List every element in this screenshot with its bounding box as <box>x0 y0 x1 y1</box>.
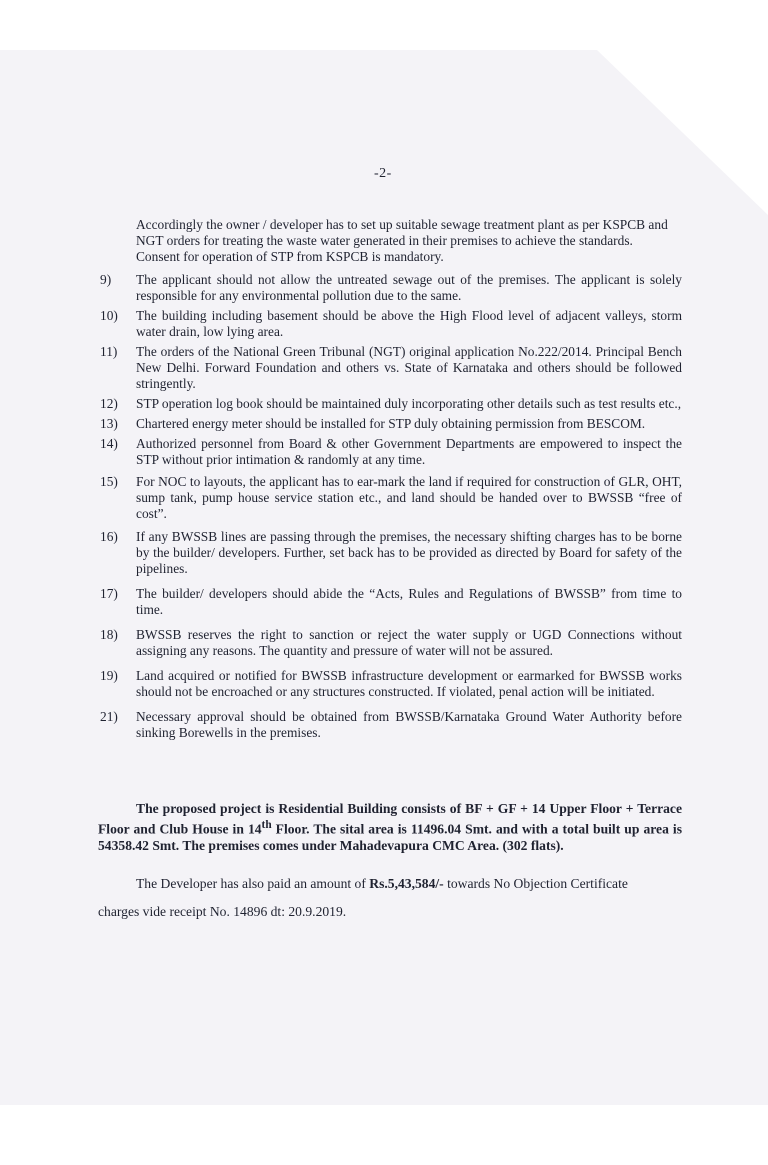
condition-item <box>100 668 682 700</box>
condition-number: 11) <box>100 344 118 359</box>
condition-text: The building including basement should be above the High Flood level of adjacent valleys, storm water drain, low lying area. <box>136 308 682 339</box>
conditions-list <box>100 272 682 741</box>
payment-line <box>136 876 684 892</box>
condition-number: 10) <box>100 308 118 323</box>
condition-text: Necessary approval should be obtained from BWSSB/Karnataka Ground Water Authority before sinking Borewells in the premises. <box>136 709 682 740</box>
condition-text: The builder/ developers should abide the “Acts, Rules and Regulations of BWSSB” from time to time. <box>136 586 682 617</box>
condition-item <box>100 272 682 304</box>
condition-number: 17) <box>100 586 118 601</box>
payment-amount: Rs.5,43,584/- <box>369 876 444 891</box>
condition-text: The applicant should not allow the untreated sewage out of the premises. The applicant is solely responsible for any environmental pollution due to the same. <box>136 272 682 303</box>
condition-item <box>100 709 682 741</box>
page-number: -2- <box>374 166 392 181</box>
condition-number: 16) <box>100 529 118 544</box>
project-text-part1: The proposed project is Residential Building consists of BF + GF + 14 Upper Floor + Terrace Floor and Club House in 14 <box>98 801 682 837</box>
payment-suffix: towards No Objection Certificate <box>443 876 628 891</box>
condition-text: Land acquired or notified for BWSSB infrastructure development or earmarked for BWSSB works should not be encroached or any structures constructed. If violated, penal action will be initiated. <box>136 668 682 699</box>
condition-number: 18) <box>100 627 118 642</box>
condition-number: 15) <box>100 474 118 489</box>
condition-text: The orders of the National Green Tribunal (NGT) original application No.222/2014. Principal Bench New Delhi. Forward Foundation and others vs. State of Karnataka and others should be followed stringently. <box>136 344 682 391</box>
condition-text: BWSSB reserves the right to sanction or reject the water supply or UGD Connections without assigning any reasons. The quantity and pressure of water will not be assured. <box>136 627 682 658</box>
condition-number: 19) <box>100 668 118 683</box>
condition-text: Authorized personnel from Board & other Government Departments are empowered to inspect the STP without prior intimation & randomly at any time. <box>136 436 682 467</box>
condition-item <box>100 474 682 522</box>
intro-paragraph: Accordingly the owner / developer has to set up suitable sewage treatment plant as per KSPCB and NGT orders for treating the waste water generated in their premises to achieve the standards. Consent for operation of STP from KSPCB is mandatory. <box>136 217 668 264</box>
project-text-part2: Floor. The sital area is 11496.04 Smt. and with a total built up area is 54358.42 Smt. The premises comes under Mahadevapura CMC Area. (302 flats). <box>98 821 682 853</box>
condition-text: Chartered energy meter should be installed for STP duly obtaining permission from BESCOM. <box>136 416 646 431</box>
condition-item <box>100 396 682 412</box>
condition-number: 9) <box>100 272 112 287</box>
condition-item <box>100 436 682 468</box>
condition-item <box>100 586 682 618</box>
condition-text: For NOC to layouts, the applicant has to ear-mark the land if required for construction of GLR, OHT, sump tank, pump house service station etc., and land should be handed over to BWSSB “free of cost”. <box>136 474 682 521</box>
condition-item <box>100 308 682 340</box>
condition-number: 14) <box>100 436 118 451</box>
condition-text: STP operation log book should be maintained duly incorporating other details such as test results etc., <box>136 396 682 411</box>
project-superscript: th <box>261 819 272 831</box>
condition-item <box>100 529 682 577</box>
condition-text: If any BWSSB lines are passing through the premises, the necessary shifting charges has to be borne by the builder/ developers. Further, set back has to be provided as directed by Board for safety of the pipelines. <box>136 529 682 576</box>
condition-number: 12) <box>100 396 118 411</box>
condition-item <box>100 416 682 432</box>
condition-item <box>100 344 682 392</box>
payment-receipt-line: charges vide receipt No. 14896 dt: 20.9.2019. <box>98 904 347 919</box>
payment-prefix: The Developer has also paid an amount of <box>136 876 370 891</box>
condition-number: 21) <box>100 709 118 724</box>
project-summary <box>98 801 682 854</box>
condition-item <box>100 627 682 659</box>
condition-number: 13) <box>100 416 118 431</box>
